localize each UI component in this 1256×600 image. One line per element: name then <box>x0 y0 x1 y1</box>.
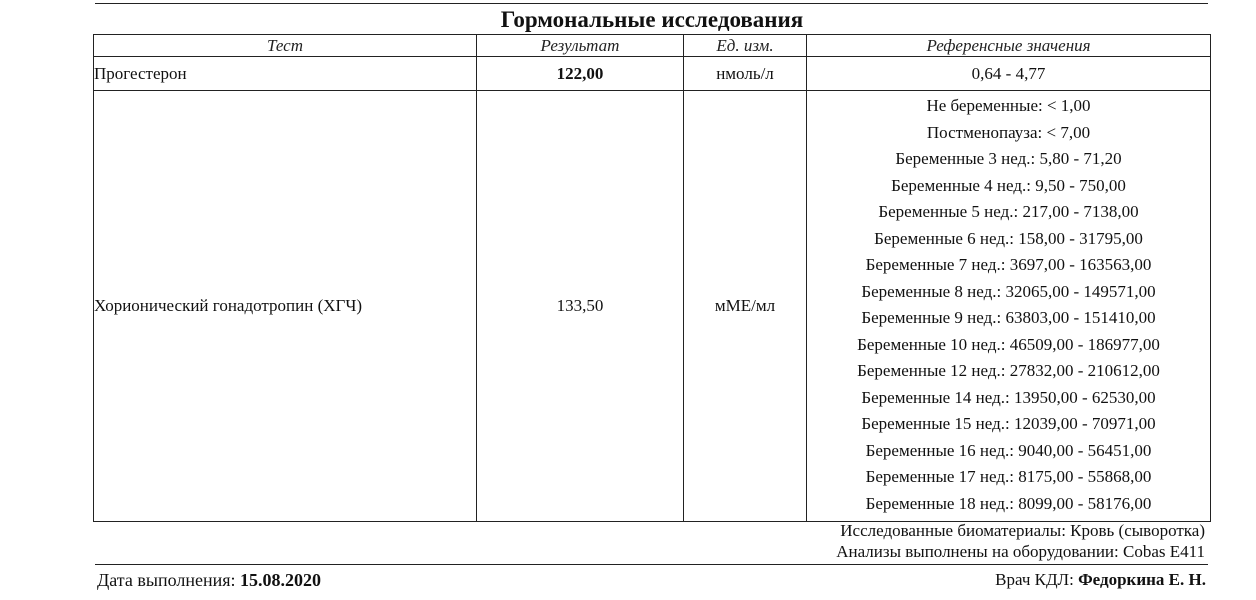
reference-line: Беременные 4 нед.: 9,50 - 750,00 <box>891 175 1126 195</box>
reference-line: Беременные 3 нед.: 5,80 - 71,20 <box>895 149 1122 168</box>
reference-line: Беременные 6 нед.: 158,00 - 31795,00 <box>874 228 1143 248</box>
reference-line: Беременные 18 нед.: 8099,00 - 58176,00 <box>865 493 1152 513</box>
top-divider <box>95 3 1208 4</box>
doctor-signature <box>995 570 1206 590</box>
reference-line: Беременные 5 нед.: 217,00 - 7138,00 <box>878 202 1139 221</box>
doctor-name: Федоркина Е. Н. <box>1078 570 1206 589</box>
test-unit: нмоль/л <box>684 57 807 91</box>
header-reference: Референсные значения <box>807 35 1211 57</box>
header-test: Тест <box>94 35 477 57</box>
test-unit: мМЕ/мл <box>684 91 807 522</box>
reference-line: Беременные 9 нед.: 63803,00 - 151410,00 <box>861 308 1156 327</box>
reference-line: Беременные 7 нед.: 3697,00 - 163563,00 <box>865 255 1152 274</box>
test-name: Хорионический гонадотропин (ХГЧ) <box>94 91 477 522</box>
header-unit: Ед. изм. <box>684 35 807 57</box>
table-header-row <box>94 35 1211 57</box>
date-value: 15.08.2020 <box>240 570 322 590</box>
test-name: Прогестерон <box>94 57 477 91</box>
completion-date <box>97 570 321 590</box>
bottom-divider <box>95 564 1208 565</box>
reference-line: Постменопауза: < 7,00 <box>926 122 1091 142</box>
reference-values-cell <box>807 91 1211 522</box>
test-result: 122,00 <box>477 57 684 91</box>
reference-line: Беременные 12 нед.: 27832,00 - 210612,00 <box>857 361 1160 380</box>
reference-line: Беременные 15 нед.: 12039,00 - 70971,00 <box>861 414 1156 433</box>
reference-value: 0,64 - 4,77 <box>807 57 1211 91</box>
biomaterial-note: Исследованные биоматериалы: Кровь (сыворотка) <box>840 521 1205 540</box>
doctor-label: Врач КДЛ: <box>995 570 1079 589</box>
reference-line: Беременные 14 нед.: 13950,00 - 62530,00 <box>861 387 1156 407</box>
header-result: Результат <box>477 35 684 57</box>
reference-line: Беременные 10 нед.: 46509,00 - 186977,00 <box>857 334 1160 354</box>
table-row-hcg <box>94 91 1211 522</box>
reference-line: Не беременные: < 1,00 <box>926 96 1091 115</box>
section-title: Гормональные исследования <box>500 7 804 32</box>
results-table <box>93 34 1211 522</box>
reference-line: Беременные 17 нед.: 8175,00 - 55868,00 <box>865 467 1152 486</box>
test-result: 133,50 <box>477 91 684 522</box>
table-row-progesterone <box>94 57 1211 91</box>
reference-line: Беременные 16 нед.: 9040,00 - 56451,00 <box>865 440 1152 460</box>
reference-list <box>807 91 1210 521</box>
date-label: Дата выполнения: <box>97 570 241 590</box>
reference-line: Беременные 8 нед.: 32065,00 - 149571,00 <box>861 281 1156 301</box>
equipment-note: Анализы выполнены на оборудовании: Cobas E411 <box>836 542 1205 561</box>
